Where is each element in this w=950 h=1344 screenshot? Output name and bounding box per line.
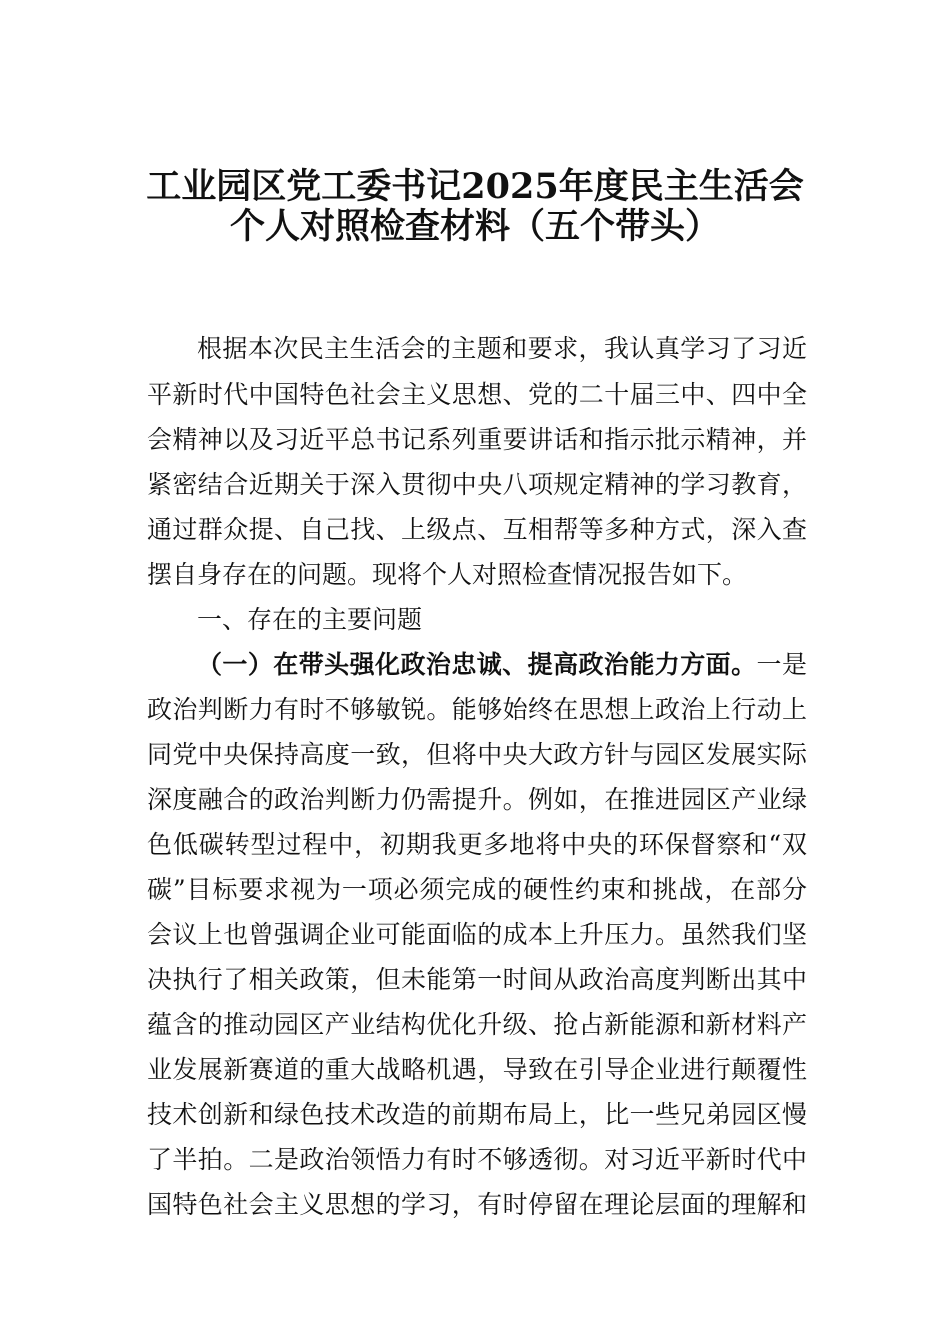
body-paragraph-line: 蕴含的推动园区产业结构优化升级、抢占新能源和新材料产 — [147, 1010, 807, 1039]
body-paragraph-line: 国特色社会主义思想的学习，有时停留在理论层面的理解和 — [147, 1190, 807, 1219]
body-paragraph-line: 会议上也曾强调企业可能面临的成本上升压力。虽然我们坚 — [147, 920, 807, 949]
intro-paragraph-line: 摆自身存在的问题。现将个人对照检查情况报告如下。 — [147, 560, 748, 589]
body-paragraph-line: 技术创新和绿色技术改造的前期布局上，比一些兄弟园区慢 — [147, 1100, 807, 1129]
intro-paragraph-line: 平新时代中国特色社会主义思想、党的二十届三中、四中全 — [147, 380, 807, 409]
body-paragraph-line: 深度融合的政治判断力仍需提升。例如，在推进园区产业绿 — [147, 785, 807, 814]
section-heading: 一、存在的主要问题 — [197, 605, 423, 634]
document-title-line-2: 个人对照检查材料（五个带头） — [229, 206, 720, 247]
intro-paragraph-line: 通过群众提、自己找、上级点、互相帮等多种方式，深入查 — [147, 515, 807, 544]
subsection-heading: （一）在带头强化政治忠诚、提高政治能力方面。 — [197, 650, 757, 679]
intro-paragraph-line: 会精神以及习近平总书记系列重要讲话和指示批示精神，并 — [147, 425, 807, 454]
body-paragraph-line: 业发展新赛道的重大战略机遇，导致在引导企业进行颠覆性 — [147, 1055, 807, 1084]
body-paragraph-line: 碳”目标要求视为一项必须完成的硬性约束和挑战，在部分 — [147, 875, 807, 904]
body-paragraph-line: 色低碳转型过程中，初期我更多地将中央的环保督察和“双 — [147, 830, 807, 859]
body-paragraph-line: 了半拍。二是政治领悟力有时不够透彻。对习近平新时代中 — [147, 1145, 807, 1174]
body-paragraph-line: 决执行了相关政策，但未能第一时间从政治高度判断出其中 — [147, 965, 807, 994]
body-paragraph-line: 同党中央保持高度一致，但将中央大政方针与园区发展实际 — [147, 740, 807, 769]
intro-paragraph-line: 根据本次民主生活会的主题和要求，我认真学习了习近 — [197, 334, 807, 363]
subsection-first-line-rest: 一是 — [756, 650, 807, 679]
document-title-line-1: 工业园区党工委书记2025年度民主生活会 — [146, 166, 804, 207]
subsection-first-line — [197, 642, 807, 688]
intro-paragraph-line: 紧密结合近期关于深入贯彻中央八项规定精神的学习教育， — [147, 470, 807, 499]
body-paragraph-line: 政治判断力有时不够敏锐。能够始终在思想上政治上行动上 — [147, 695, 807, 724]
